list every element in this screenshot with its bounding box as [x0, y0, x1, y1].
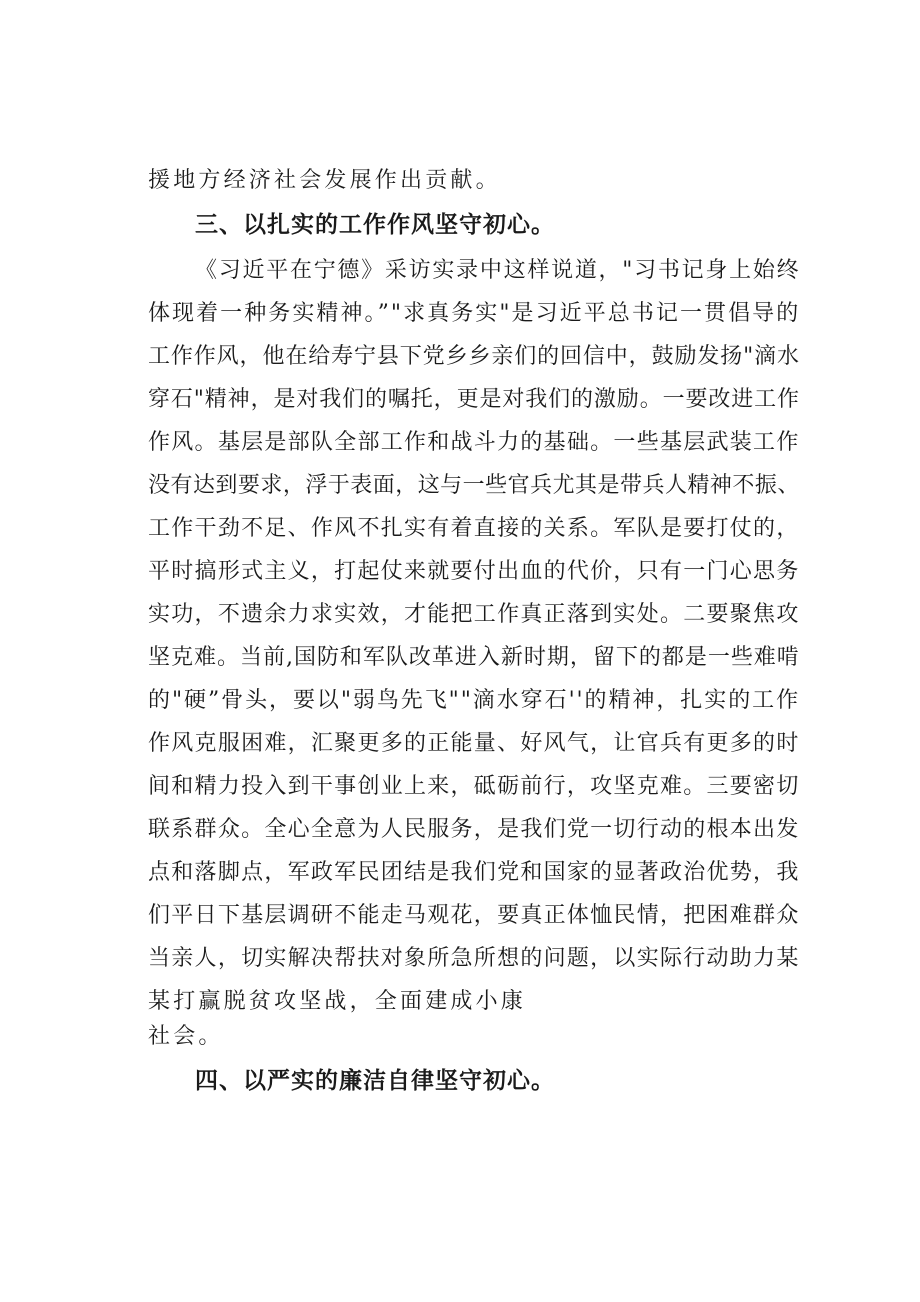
paragraph-line: 作风克服困难，汇聚更多的正能量、好风气，让官兵有更多的时 [148, 731, 800, 756]
paragraph-line: 坚克难。当前,国防和军队改革进入新时期，留下的都是一些难啃 [148, 645, 800, 670]
paragraph-line: 社会。 [148, 1024, 224, 1049]
paragraph-line: 穿石"精神，是对我们的嘱托，更是对我们的激励。一要改进工作 [148, 387, 800, 412]
paragraph-line: 没有达到要求，浮于表面，这与一些官兵尤其是带兵人精神不振、 [148, 473, 800, 498]
paragraph-line: 点和落脚点，军政军民团结是我们党和国家的显著政治优势，我 [148, 860, 800, 885]
paragraph-line: 体现着一种务实精神。”"求真务实"是习近平总书记一贯倡导的 [148, 301, 801, 326]
section-heading-4: 四、以严实的廉洁自律坚守初心。 [195, 1068, 555, 1094]
paragraph-line: 的"硬”骨头，要以"弱鸟先飞""滴水穿石''的精神，扎实的工作 [148, 688, 801, 713]
paragraph-line: 某打赢脱贫攻坚战，全面建成小康 [148, 989, 527, 1014]
paragraph-line: 《习近平在宁德》采访实录中这样说道，"习书记身上始终 [195, 258, 801, 283]
paragraph-line: 作风。基层是部队全部工作和战斗力的基础。一些基层武装工作 [148, 430, 800, 455]
text-line: 援地方经济社会发展作出贡献。 [148, 168, 501, 193]
paragraph-line: 当亲人，切实解决帮扶对象所急所想的问题，以实际行动助力某 [148, 946, 800, 971]
paragraph-line: 实功，不遗余力求实效，才能把工作真正落到实处。二要聚焦攻 [148, 602, 800, 627]
paragraph-line: 工作作风，他在给寿宁县下党乡乡亲们的回信中，鼓励发扬"滴水 [148, 344, 800, 369]
section-heading-3: 三、以扎实的工作作风坚守初心。 [195, 212, 555, 238]
paragraph-line: 工作干劲不足、作风不扎实有着直接的关系。军队是要打仗的， [148, 516, 800, 541]
paragraph-line: 们平日下基层调研不能走马观花，要真正体恤民情，把困难群众 [148, 903, 800, 928]
paragraph-line: 间和精力投入到干事创业上来，砥砺前行，攻坚克难。三要密切 [148, 774, 800, 799]
paragraph-line: 联系群众。全心全意为人民服务，是我们党一切行动的根本出发 [148, 817, 800, 842]
paragraph-line: 平时搞形式主义，打起仗来就要付出血的代价，只有一门心思务 [148, 559, 800, 584]
